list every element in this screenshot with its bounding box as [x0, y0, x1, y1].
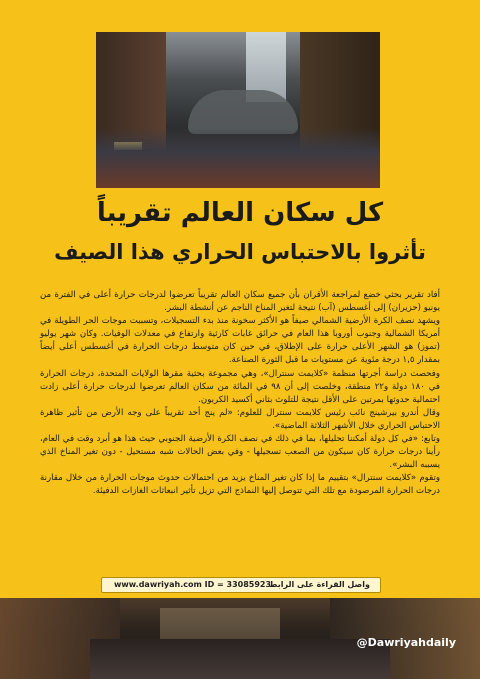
crowd — [90, 639, 390, 679]
crowd — [96, 128, 380, 188]
header-photo-crowd-umbrellas — [96, 32, 380, 188]
paragraph: وفحصت دراسة أجرتها منظمة «كلايمت سنترال»، وهي مجموعة بحثية مقرها الولايات المتحدة، درجات الحرارة في ١٨٠ دولة و٢٢ منطقة، وخلصت إلى أن ٩٨ في المائة من سكان العالم تعرضوا لدرجات حرارة أعلى زادت احتمالية حدوثها بمرتين على الأقل نتيجة للتلوث بثاني أكسيد الكربون. — [40, 368, 440, 405]
paragraph: وتقوم «كلايمت سنترال» بتقييم ما إذا كان تغير المناخ يزيد من احتمالات حدوث موجات الحرارة من خلال مقارنة درجات الحرارة المرصودة مع تلك التي تتوصل إليها النماذج التي تزيل تأثير انبعاثات الغازات الدفيئة. — [40, 473, 440, 497]
article-body — [40, 289, 440, 499]
continue-reading-link-bar[interactable] — [101, 577, 381, 593]
page-subtitle: تأثروا بالاحتباس الحراري هذا الصيف — [54, 240, 426, 264]
continue-reading-label: واصل القراءة على الرابط — [269, 580, 370, 589]
paragraph: وتابع: «في كل دولة أمكننا تحليلها، بما في ذلك في نصف الكرة الأرضية الجنوبي حيث هذا هو أبرد وقت في العام، رأينا درجات حرارة كان سيكون من الصعب تسجيلها - وفي بعض الحالات شبه مستحيل - دون تغير المناخ الذي يسببه البشر». — [40, 434, 440, 471]
paragraph: ويشهد نصف الكرة الأرضية الشمالي صيفاً هو الأكثر سخونة منذ بدء التسجيلات، وتسببت موجات الحر الطويلة في أمريكا الشمالية وجنوب أوروبا هذا العام في حرائق غابات كارثية وارتفاع في معدلات الوفيات. وكان شهر يوليو (تموز) هو الشهر الأعلى حرارة على الإطلاق، في حين كان متوسط درجات الحرارة في أغسطس أعلى أيضاً بمقدار ١,٥ درجة مئوية عن مستويات ما قبل الثورة الصناعة. — [40, 316, 440, 366]
article-url-id[interactable]: www.dawriyah.com ID = 33085923 — [114, 580, 272, 589]
paragraph: وقال أندرو بيرشينج نائب رئيس كلايمت سنترال للعلوم: «لم ينج أحد تقريباً على وجه الأرض من تأثير ظاهرة الاحتباس الحراري خلال الأشهر الثلاثة الماضية». — [40, 407, 440, 431]
page-title: كل سكان العالم تقريباً — [96, 198, 384, 228]
social-handle[interactable]: @Dawriyahdaily — [356, 636, 456, 649]
paragraph: أفاد تقرير بحثي خضع لمراجعة الأقران بأن جميع سكان العالم تقريباً تعرضوا لدرجات حرارة أعلى في الفترة من يونيو (حزيران) إلى أغسطس (آب) نتيجة لتغير المناخ الناجم عن أنشطة البشر. — [40, 290, 440, 314]
